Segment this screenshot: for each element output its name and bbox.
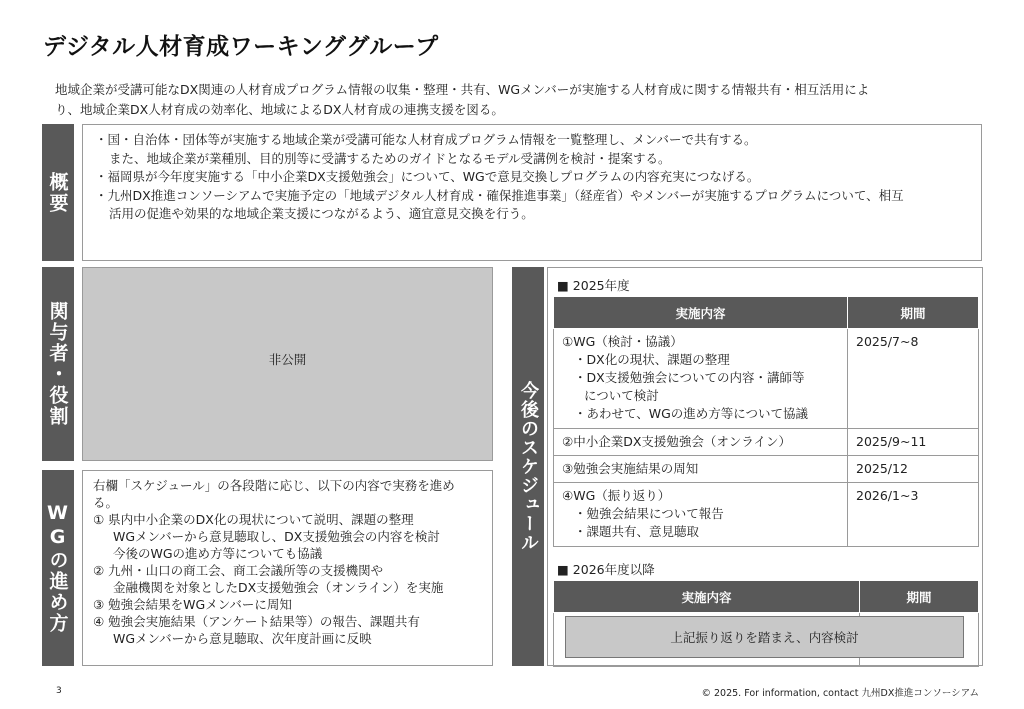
wg-method-line: 今後のWGの進め方等についても協議 xyxy=(113,546,323,561)
wg-method-line: ② 九州・山口の商工会、商工会議所等の支援機関や xyxy=(93,563,384,578)
overview-item: ・九州DX推進コンソーシアムで実施予定の「地域デジタル人材育成・確保推進事業」（経産省）やメンバーが実施するプログラムについて、相互 xyxy=(95,187,904,203)
overview-item: ・国・自治体・団体等が実施する地域企業が受講可能な人材育成プログラム情報を一覧整理し、メンバーで共有する。 xyxy=(95,132,757,147)
overview-item: 活用の促進や効果的な地域企業支援につながるよう、適宜意見交換を行う。 xyxy=(109,206,534,221)
wg-method-line: WGメンバーから意見聴取、次年度計画に反映 xyxy=(113,631,372,646)
schedule-label: 今後のスケジュール xyxy=(512,267,544,666)
page-title: デジタル人材育成ワーキンググループ xyxy=(43,34,439,60)
schedule-content-cell: ③勉強会実施結果の周知 xyxy=(554,456,848,483)
schedule-period-cell: 2025/9~11 xyxy=(848,429,979,456)
year-2026-note xyxy=(565,616,964,658)
schedule-item-detail: ・勉強会結果について報告 xyxy=(574,506,724,521)
col-header-content: 実施内容 xyxy=(554,297,848,329)
intro-line-1: 地域企業が受講可能なDX関連の人材育成プログラム情報の収集・整理・共有、WGメンバーが実施する人材育成に関する情報共有・相互活用によ xyxy=(55,82,870,97)
table-row xyxy=(554,483,979,547)
schedule-period-cell: 2025/12 xyxy=(848,456,979,483)
year-2026-note-text: 上記振り返りを踏まえ、内容検討 xyxy=(670,630,859,645)
schedule-item-detail: ・課題共有、意見聴取 xyxy=(574,524,700,539)
schedule-content-cell xyxy=(554,329,848,429)
table-row xyxy=(554,456,979,483)
schedule-item-detail: について検討 xyxy=(584,388,659,403)
wg-method-box xyxy=(82,470,493,666)
schedule-period-cell: 2026/1~3 xyxy=(848,483,979,547)
schedule-table-2025 xyxy=(553,296,979,547)
overview-item: ・福岡県が今年度実施する「中小企業DX支援勉強会」について、WGで意見交換しプログラムの内容充実につなげる。 xyxy=(95,169,760,184)
schedule-content-cell xyxy=(554,483,848,547)
table-row xyxy=(554,429,979,456)
wg-method-line: ① 県内中小企業のDX化の現状について説明、課題の整理 xyxy=(93,512,414,527)
schedule-item-title: ①WG（検討・協議） xyxy=(562,334,683,349)
schedule-period-cell: 2025/7~8 xyxy=(848,329,979,429)
table-row xyxy=(554,329,979,429)
col-header-period: 期間 xyxy=(860,581,979,613)
wg-method-label: WGの進め方 xyxy=(42,470,74,666)
wg-method-line: る。 xyxy=(93,495,119,510)
roles-private-text: 非公開 xyxy=(268,352,307,367)
roles-label: 関与者・役割 xyxy=(42,267,74,461)
wg-method-line: ③ 勉強会結果をWGメンバーに周知 xyxy=(93,597,292,612)
overview-box xyxy=(82,124,982,261)
wg-method-line: 右欄「スケジュール」の各段階に応じ、以下の内容で実務を進め xyxy=(93,478,455,493)
col-header-content: 実施内容 xyxy=(554,581,860,613)
roles-private-box xyxy=(82,267,493,461)
overview-item: また、地域企業が業種別、目的別等に受講するためのガイドとなるモデル受講例を検討・提案する。 xyxy=(109,150,671,166)
copyright: © 2025. For information, contact 九州DX推進コンソーシアム xyxy=(701,688,979,699)
wg-method-line: ④ 勉強会実施結果（アンケート結果等）の報告、課題共有 xyxy=(93,614,420,629)
schedule-item-title: ④WG（振り返り） xyxy=(562,488,671,503)
intro-line-2: り、地域企業DX人材育成の効率化、地域によるDX人材育成の連携支援を図る。 xyxy=(55,102,504,117)
col-header-period: 期間 xyxy=(848,297,979,329)
schedule-item-detail: ・あわせて、WGの進め方等について協議 xyxy=(574,406,809,421)
year-2025-heading: ■ 2025年度 xyxy=(557,278,630,293)
schedule-content-cell: ②中小企業DX支援勉強会（オンライン） xyxy=(554,429,848,456)
overview-label: 概要 xyxy=(42,124,74,261)
page-number: 3 xyxy=(56,686,62,696)
wg-method-line: 金融機関を対象としたDX支援勉強会（オンライン）を実施 xyxy=(113,580,444,595)
schedule-item-detail: ・DX化の現状、課題の整理 xyxy=(574,352,730,367)
wg-method-line: WGメンバーから意見聴取し、DX支援勉強会の内容を検討 xyxy=(113,529,440,544)
schedule-item-detail: ・DX支援勉強会についての内容・講師等 xyxy=(574,370,805,385)
year-2026-heading: ■ 2026年度以降 xyxy=(557,562,655,577)
intro-text xyxy=(55,80,985,120)
